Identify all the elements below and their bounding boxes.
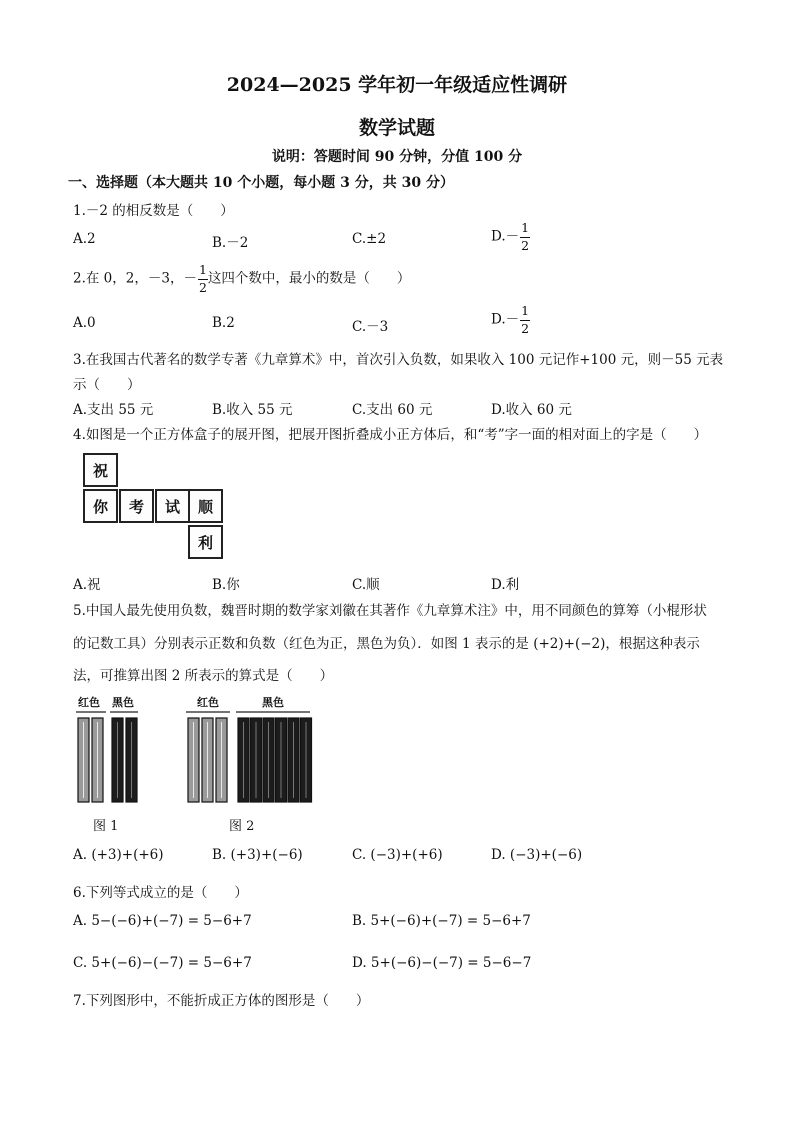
question-3-stem-line1: 3.在我国古代著名的数学专著《九章算术》中，首次引入负数，如果收入 100 元记作+100 元，则－55 元表	[73, 352, 724, 368]
q2-option-b: B.2	[212, 315, 235, 331]
q2-stem-before: 2.在 0，2，－3，－	[73, 270, 197, 287]
fraction-numerator: 1	[198, 264, 208, 280]
fraction-denominator: 2	[521, 320, 530, 336]
q2-stem-after: 这四个数中，最小的数是（ ）	[207, 270, 411, 287]
q2-stem-fraction	[198, 264, 208, 294]
q3-option-b: B.收入 55 元	[212, 402, 293, 418]
q6-option-b: B. 5+(−6)+(−7) = 5−6+7	[352, 913, 531, 929]
question-5-stem-line3: 法，可推算出图 2 所表示的算式是（ ）	[73, 668, 334, 684]
question-4-stem: 4.如图是一个正方体盒子的展开图，把展开图折叠成小正方体后，和“考”字一面的相对面上的字是（ ）	[73, 427, 708, 443]
section-heading: 一、选择题（本大题共 10 个小题，每小题 3 分，共 30 分）	[68, 175, 454, 191]
q1-option-a: A.2	[73, 231, 96, 247]
q2-option-d-label: D.－	[491, 311, 520, 328]
q3-option-a: A.支出 55 元	[73, 402, 154, 418]
q2-option-d-fraction	[520, 305, 530, 335]
q3-option-d: D.收入 60 元	[491, 402, 572, 418]
q4-option-b: B.你	[212, 577, 240, 593]
q5-option-b: B. (+3)+(−6)	[212, 847, 303, 863]
counting-rods-figure-1	[74, 708, 144, 804]
exam-note: 说明：答题时间 90 分钟，分值 100 分	[271, 149, 523, 165]
q5-option-c: C. (−3)+(+6)	[352, 847, 443, 863]
question-3-stem-line2: 示（ ）	[73, 377, 141, 393]
figure-1-caption: 图 1	[93, 819, 119, 834]
fraction-numerator: 1	[520, 305, 530, 321]
q2-option-a: A.0	[73, 315, 96, 331]
q4-option-c: C.顺	[352, 577, 380, 593]
fraction-numerator: 1	[520, 222, 530, 238]
counting-rods-figure-2	[184, 708, 314, 804]
fraction-denominator: 2	[198, 279, 207, 295]
q4-option-d: D.利	[491, 577, 520, 593]
q2-option-d	[491, 305, 530, 335]
question-5-stem-line1: 5.中国人最先使用负数，魏晋时期的数学家刘徽在其著作《九章算术注》中，用不同颜色的算筹（小棍形状	[73, 603, 707, 619]
q4-option-a: A.祝	[73, 577, 101, 593]
question-5-stem-line2: 的记数工具）分别表示正数和负数（红色为正，黑色为负）．如图 1 表示的是 (+2)+(−2)，根据这种表示	[73, 636, 700, 652]
net-face-li: 利	[188, 525, 223, 559]
figure-2-caption: 图 2	[229, 819, 255, 834]
q3-option-c: C.支出 60 元	[352, 402, 433, 418]
q1-option-b: B.－2	[212, 235, 249, 251]
q6-option-c: C. 5+(−6)−(−7) = 5−6+7	[73, 955, 252, 971]
question-1-stem: 1.－2 的相反数是（ ）	[73, 203, 234, 219]
q1-option-c: C.±2	[352, 231, 387, 247]
q1-option-d-label: D.－	[491, 228, 520, 245]
question-6-stem: 6.下列等式成立的是（ ）	[73, 885, 248, 901]
net-face-shi: 试	[155, 489, 190, 523]
net-face-zhu: 祝	[83, 453, 118, 487]
fig1-black-label: 黑色	[112, 696, 134, 709]
net-face-ni: 你	[83, 489, 118, 523]
cube-net-figure	[78, 453, 228, 563]
fraction-denominator: 2	[521, 237, 530, 253]
fig2-red-label: 红色	[197, 696, 219, 709]
q5-option-d: D. (−3)+(−6)	[491, 847, 583, 863]
fig2-black-label: 黑色	[262, 696, 284, 709]
fig1-red-label: 红色	[78, 696, 100, 709]
question-2-stem	[73, 264, 410, 294]
question-7-stem: 7.下列图形中，不能折成正方体的图形是（ ）	[73, 993, 370, 1009]
exam-subject: 数学试题	[358, 117, 435, 139]
q1-option-d-fraction	[520, 222, 530, 252]
net-face-shun: 顺	[188, 489, 223, 523]
q1-option-d	[491, 222, 530, 252]
q2-option-c: C.－3	[352, 319, 389, 335]
net-face-kao: 考	[119, 489, 154, 523]
q6-option-a: A. 5−(−6)+(−7) = 5−6+7	[73, 913, 252, 929]
q5-option-a: A. (+3)+(+6)	[73, 847, 164, 863]
q6-option-d: D. 5+(−6)−(−7) = 5−6−7	[352, 955, 532, 971]
exam-title: 2024—2025 学年初一年级适应性调研	[226, 74, 568, 96]
